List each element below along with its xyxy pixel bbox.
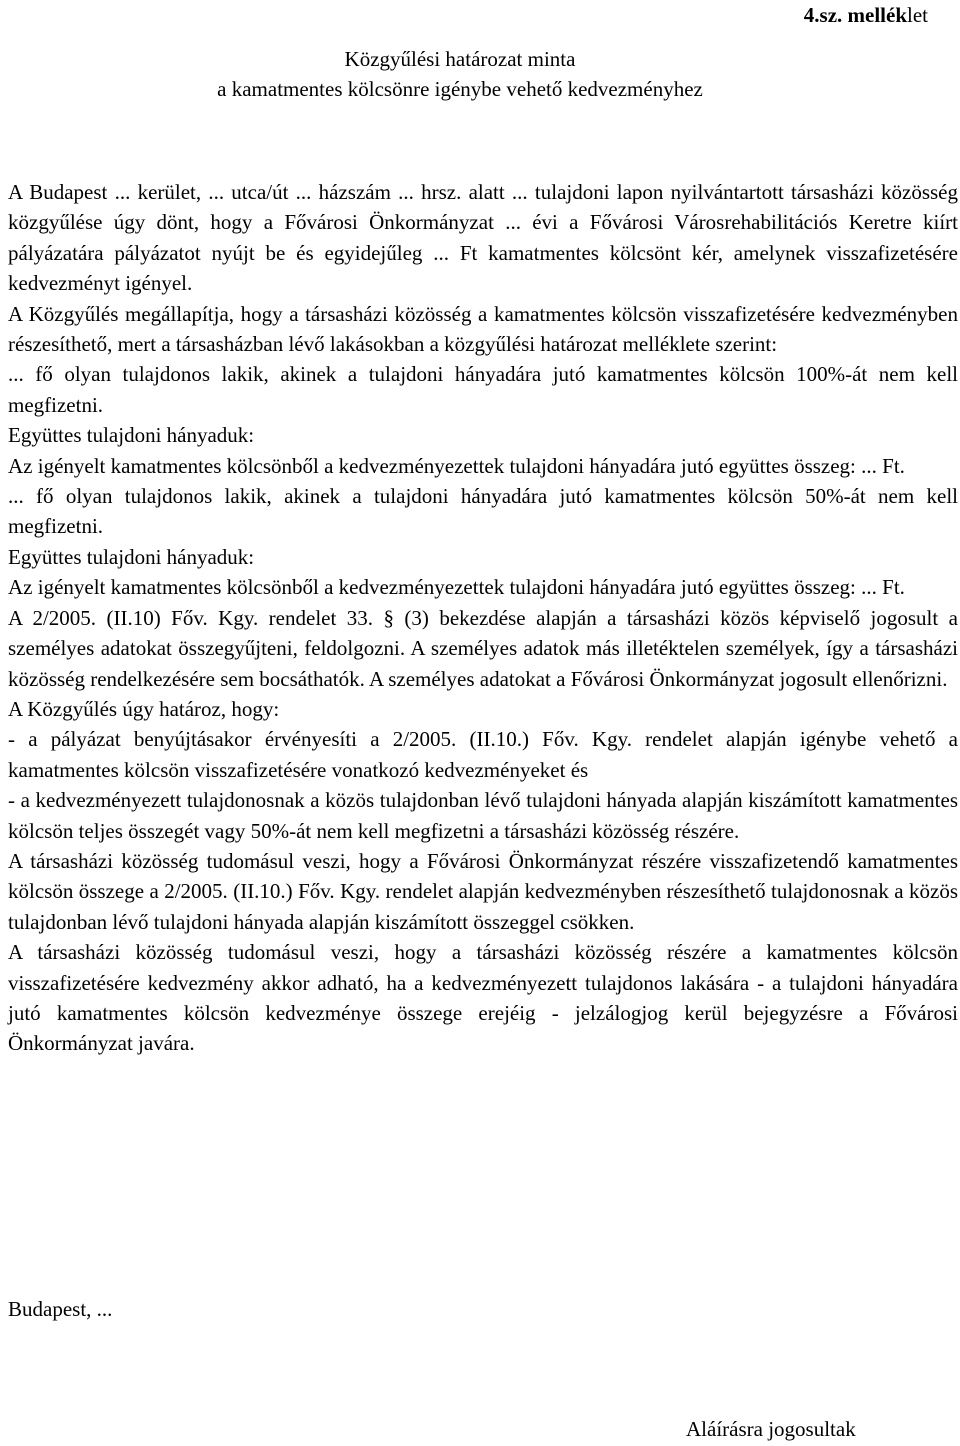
paragraph-decision-heading: A Közgyűlés úgy határoz, hogy:: [8, 696, 280, 721]
paragraph-decision-1: - a pályázat benyújtásakor érvényesíti a 2/2005. (II.10.) Főv. Kgy. rendelet alapján igénybe vehető a kamatmentes kölcsön visszafizetésére vonatkozó kedvezményeket és: [8, 727, 958, 782]
place-date-line: Budapest, ...: [8, 1297, 113, 1321]
document-title: [0, 44, 960, 104]
resolution-body: [8, 177, 958, 1059]
paragraph-intro: A Budapest ... kerület, ... utca/út ... házszám ... hrsz. alatt ... tulajdoni lapon nyilvántartott társasházi közösség közgyűlése úgy dönt, hogy a Fővárosi Önkormányzat ... évi a Fővárosi Városrehabilitációs Keretre kiírt pályázatára pályázatot nyújt be és egyidejűleg ... Ft kamatmentes kölcsönt kér, amelynek visszafizetésére kedvezményt igényel.: [8, 180, 958, 296]
paragraph-mortgage: A társasházi közösség tudomásul veszi, hogy a társasházi közösség részére a kamatmentes kölcsön visszafizetésére kedvezmény akkor adható, ha a kedvezményezett tulajdonos lakására - a tulajdoni hányadára jutó kamatmentes kölcsön kedvezménye összege erejéig - jelzálogjog kerül bejegyzésre a Fővárosi Önkormányzat javára.: [8, 940, 958, 1056]
paragraph-decision-2: - a kedvezményezett tulajdonosnak a közös tulajdonban lévő tulajdoni hányada alapján kiszámított kamatmentes kölcsön teljes összegét vagy 50%-át nem kell megfizetni a társasházi közösség részére.: [8, 788, 958, 843]
paragraph-finding: A Közgyűlés megállapítja, hogy a társasházi közösség a kamatmentes kölcsön visszafizetésére kedvezményben részesíthető, mert a társasházban lévő lakásokban a közgyűlési határozat melléklete szerint:: [8, 301, 958, 357]
signature-label: Aláírásra jogosultak: [686, 1417, 856, 1441]
paragraph-data-protection: A 2/2005. (II.10) Főv. Kgy. rendelet 33. § (3) bekezdése alapján a társasházi közös képviselő jogosult a személyes adatokat összegyűjteni, feldolgozni. A személyes adatok más illetéktelen személyek, így a társasházi közösség rendelkezésére sem bocsáthatók. A személyes adatokat a Fővárosi Önkormányzat jogosult ellenőrizni.: [8, 605, 958, 691]
title-line-2: a kamatmentes kölcsönre igénybe vehető kedvezményhez: [217, 77, 703, 101]
paragraph-owners-50: ... fő olyan tulajdonos lakik, akinek a tulajdoni hányadára jutó kamatmentes kölcsön 50%-át nem kell megfizetni.: [8, 484, 958, 539]
paragraph-share-50: Együttes tulajdoni hányaduk:: [8, 544, 255, 569]
annex-label: [804, 0, 928, 30]
annex-label-bold: 4.sz. mellék: [803, 3, 907, 27]
annex-label-rest: let: [907, 3, 928, 27]
paragraph-repayment: A társasházi közösség tudomásul veszi, hogy a Fővárosi Önkormányzat részére visszafizetendő kamatmentes kölcsön összege a 2/2005. (II.10.) Főv. Kgy. rendelet alapján kedvezményben részesíthető tulajdonosnak a közös tulajdonban lévő tulajdoni hányada alapján kiszámított összeggel csökken.: [8, 848, 958, 934]
paragraph-amount-50: Az igényelt kamatmentes kölcsönből a kedvezményezettek tulajdoni hányadára jutó együttes összeg: ... Ft.: [8, 575, 905, 600]
paragraph-owners-100: ... fő olyan tulajdonos lakik, akinek a tulajdoni hányadára jutó kamatmentes kölcsön 100%-át nem kell megfizetni.: [8, 362, 958, 417]
paragraph-share-100: Együttes tulajdoni hányaduk:: [8, 423, 255, 448]
title-line-1: Közgyűlési határozat minta: [344, 47, 576, 71]
paragraph-amount-100: Az igényelt kamatmentes kölcsönből a kedvezményezettek tulajdoni hányadára jutó együttes összeg: ... Ft.: [8, 453, 905, 478]
